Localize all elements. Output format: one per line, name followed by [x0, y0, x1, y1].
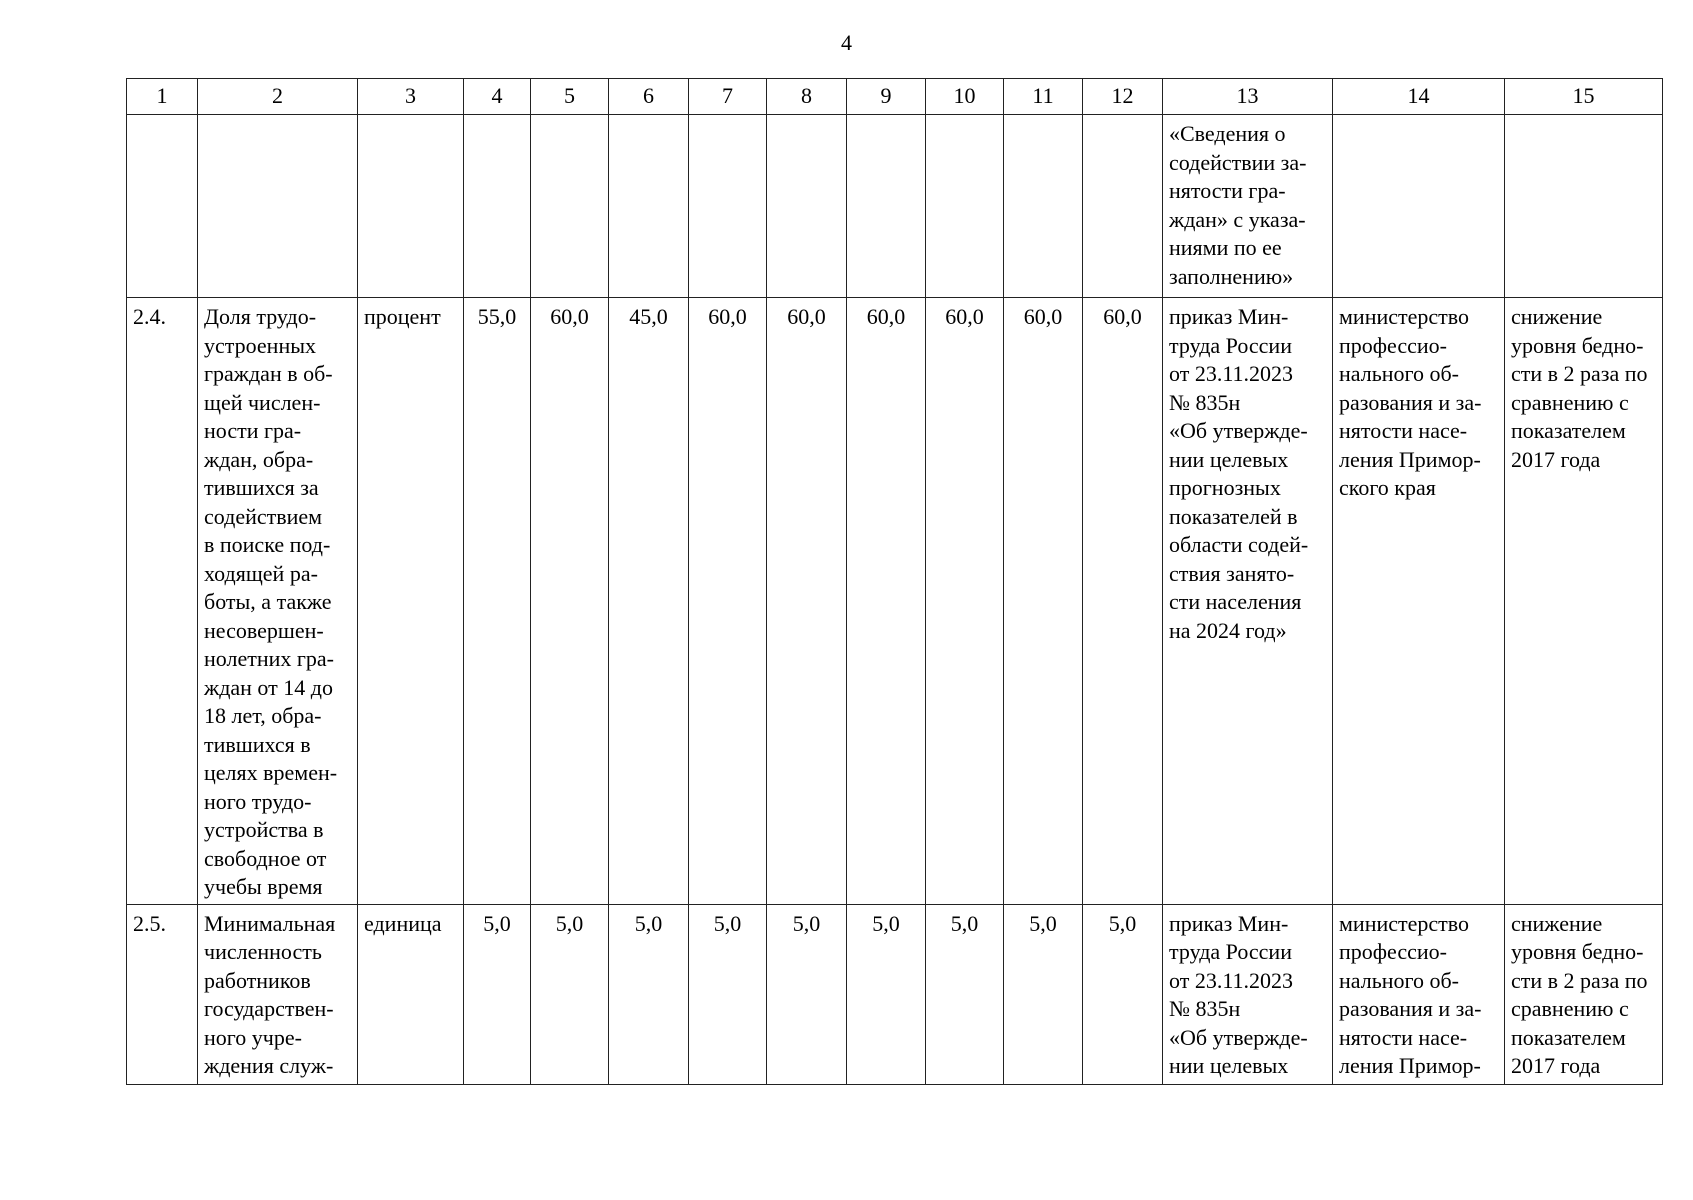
indicator-name-cell: Минимальная численность работников государствен- ного учре- ждения служ-: [198, 904, 358, 1084]
value-cell: [609, 115, 689, 298]
source-document-cell: приказ Мин- труда России от 23.11.2023 № 835н «Об утвержде- нии целевых прогнозных показателей в области содей- ствия занято- сти населения на 2024 год»: [1163, 298, 1333, 905]
responsible-body-cell: министерство профессио- нального об- разования и за- нятости насе- ления Примор-: [1333, 904, 1505, 1084]
indicator-name-cell: [198, 115, 358, 298]
value-cell: 5,0: [926, 904, 1004, 1084]
value-cell: 60,0: [689, 298, 767, 905]
value-cell: 5,0: [464, 904, 531, 1084]
value-cell: 5,0: [847, 904, 926, 1084]
table-row: [127, 115, 1663, 298]
column-header: 4: [464, 79, 531, 115]
table-header-row: [127, 79, 1663, 115]
column-header: 1: [127, 79, 198, 115]
unit-cell: единица: [358, 904, 464, 1084]
column-header: 15: [1505, 79, 1663, 115]
table-row: [127, 298, 1663, 905]
value-cell: [926, 115, 1004, 298]
value-cell: 60,0: [531, 298, 609, 905]
goal-link-cell: [1505, 115, 1663, 298]
value-cell: 5,0: [1083, 904, 1163, 1084]
value-cell: 5,0: [689, 904, 767, 1084]
responsible-body-cell: министерство профессио- нального об- разования и за- нятости насе- ления Примор- ского края: [1333, 298, 1505, 905]
value-cell: 5,0: [1004, 904, 1083, 1084]
value-cell: 60,0: [926, 298, 1004, 905]
unit-cell: процент: [358, 298, 464, 905]
value-cell: [847, 115, 926, 298]
value-cell: 60,0: [847, 298, 926, 905]
page-number: 4: [841, 30, 852, 55]
value-cell: 60,0: [1083, 298, 1163, 905]
column-header: 3: [358, 79, 464, 115]
indicator-name-cell: Доля трудо- устроенных граждан в об- щей числен- ности гра- ждан, обра- тившихся за содействием в поиске под- ходящей ра- боты, а также несовершен- нолетних гра- ждан от 14 до 18 лет, обра- тившихся в целях времен- ного трудо- устройства в свободное от учебы время: [198, 298, 358, 905]
responsible-body-cell: [1333, 115, 1505, 298]
column-header: 5: [531, 79, 609, 115]
value-cell: [464, 115, 531, 298]
value-cell: 60,0: [1004, 298, 1083, 905]
column-header: 7: [689, 79, 767, 115]
goal-link-cell: снижение уровня бедно- сти в 2 раза по сравнению с показателем 2017 года: [1505, 904, 1663, 1084]
source-document-cell: «Сведения о содействии за- нятости гра- ждан» с указа- ниями по ее заполнению»: [1163, 115, 1333, 298]
value-cell: [531, 115, 609, 298]
source-document-cell: приказ Мин- труда России от 23.11.2023 № 835н «Об утвержде- нии целевых: [1163, 904, 1333, 1084]
column-header: 12: [1083, 79, 1163, 115]
value-cell: 60,0: [767, 298, 847, 905]
column-header: 6: [609, 79, 689, 115]
column-header: 10: [926, 79, 1004, 115]
table-row: [127, 904, 1663, 1084]
indicators-table: [126, 78, 1663, 1085]
column-header: 9: [847, 79, 926, 115]
value-cell: [1004, 115, 1083, 298]
value-cell: 55,0: [464, 298, 531, 905]
value-cell: [1083, 115, 1163, 298]
row-number-cell: 2.4.: [127, 298, 198, 905]
row-number-cell: [127, 115, 198, 298]
value-cell: [767, 115, 847, 298]
unit-cell: [358, 115, 464, 298]
value-cell: [689, 115, 767, 298]
value-cell: 5,0: [531, 904, 609, 1084]
column-header: 13: [1163, 79, 1333, 115]
goal-link-cell: снижение уровня бедно- сти в 2 раза по сравнению с показателем 2017 года: [1505, 298, 1663, 905]
column-header: 14: [1333, 79, 1505, 115]
column-header: 11: [1004, 79, 1083, 115]
value-cell: 5,0: [609, 904, 689, 1084]
value-cell: 45,0: [609, 298, 689, 905]
row-number-cell: 2.5.: [127, 904, 198, 1084]
value-cell: 5,0: [767, 904, 847, 1084]
column-header: 8: [767, 79, 847, 115]
column-header: 2: [198, 79, 358, 115]
